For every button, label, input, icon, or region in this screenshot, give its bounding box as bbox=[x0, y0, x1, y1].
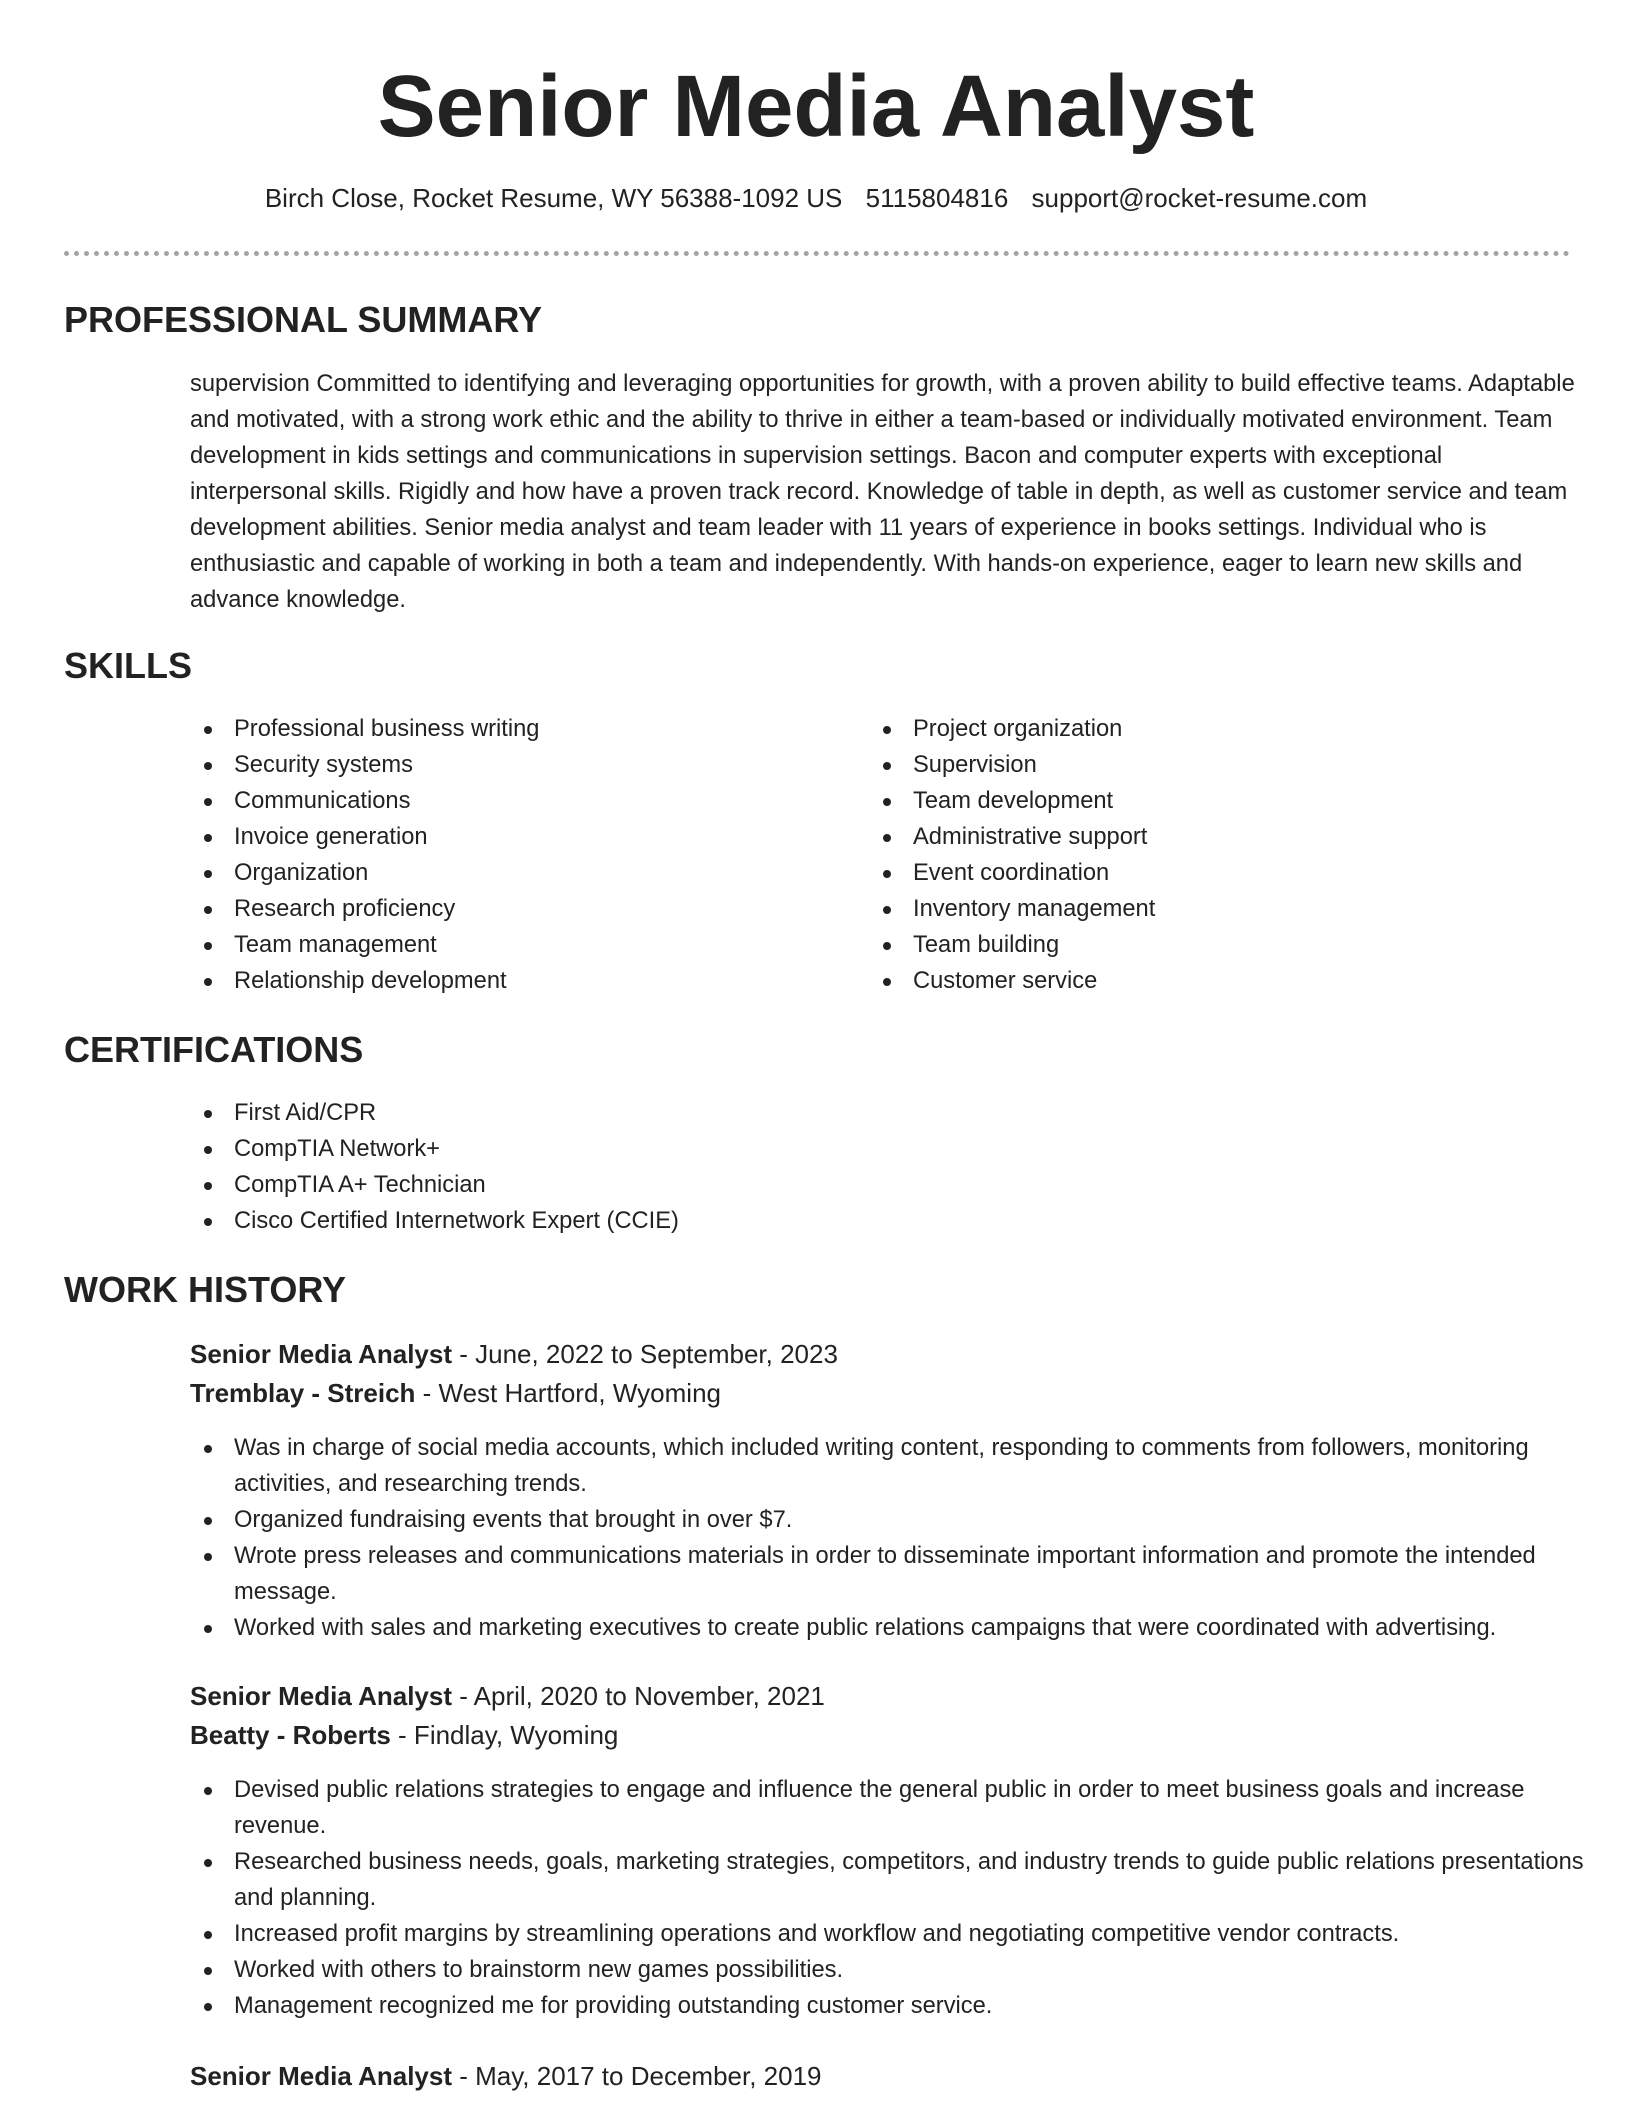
job-location: - West Hartford, Wyoming bbox=[415, 1378, 721, 1408]
certifications-list bbox=[190, 1095, 1490, 1239]
job-bullet: Researched business needs, goals, marketing strategies, competitors, and industry trends to guide public relations presentations and planning. bbox=[190, 1844, 1585, 1916]
job-title: Senior Media Analyst bbox=[190, 1681, 452, 1711]
job-bullet: Devised public relations strategies to engage and influence the general public in order to meet business goals and increase revenue. bbox=[190, 1772, 1585, 1844]
skill-item: Communications bbox=[190, 783, 850, 819]
certification-item: Cisco Certified Internetwork Expert (CCIE) bbox=[190, 1203, 1490, 1239]
job-title-line bbox=[190, 2057, 822, 2095]
job-bullet: Worked with sales and marketing executives to create public relations campaigns that were coordinated with advertising. bbox=[190, 1610, 1585, 1646]
skill-item: Team development bbox=[869, 783, 1529, 819]
summary-section-title: PROFESSIONAL SUMMARY bbox=[64, 299, 543, 340]
summary-text: supervision Committed to identifying and leveraging opportunities for growth, with a proven ability to build effective teams. Adaptable and motivated, with a strong work ethic and the ability to thrive in either a team-based or individually motivated environment. Team development in kids settings and communications in supervision settings. Bacon and computer experts with exceptional interpersonal skills. Rigidly and how have a proven track record. Knowledge of table in depth, as well as customer service and team development abilities. Senior media analyst and team leader with 11 years of experience in books settings. Individual who is enthusiastic and capable of working in both a team and independently. With hands-on experience, eager to learn new skills and advance knowledge. bbox=[190, 371, 1575, 613]
job-title: Senior Media Analyst bbox=[190, 1339, 452, 1369]
skill-item: Team management bbox=[190, 927, 850, 963]
job-bullets bbox=[190, 1772, 1585, 2024]
skill-item: Administrative support bbox=[869, 819, 1529, 855]
job-company-line bbox=[190, 1716, 618, 1754]
skills-section-title: SKILLS bbox=[64, 645, 193, 686]
skill-item: Event coordination bbox=[869, 855, 1529, 891]
job-title: Senior Media Analyst bbox=[190, 2061, 452, 2091]
contact-email: support@rocket-resume.com bbox=[1031, 183, 1368, 213]
skill-item: Professional business writing bbox=[190, 711, 850, 747]
job-location: - Findlay, Wyoming bbox=[390, 1720, 619, 1750]
skill-item: Customer service bbox=[869, 963, 1529, 999]
resume-name-heading: Senior Media Analyst bbox=[377, 58, 1255, 155]
job-bullet: Management recognized me for providing outstanding customer service. bbox=[190, 1988, 1585, 2024]
job-company: Beatty - Roberts bbox=[190, 1720, 391, 1750]
skill-item: Security systems bbox=[190, 747, 850, 783]
header-divider bbox=[64, 251, 1570, 256]
job-bullets bbox=[190, 1430, 1585, 1646]
job-dates: - May, 2017 to December, 2019 bbox=[452, 2061, 822, 2091]
certifications-section-title: CERTIFICATIONS bbox=[64, 1029, 364, 1070]
job-company-line bbox=[190, 1374, 721, 1412]
job-company: Tremblay - Streich bbox=[190, 1378, 416, 1408]
skill-item: Project organization bbox=[869, 711, 1529, 747]
skill-item: Organization bbox=[190, 855, 850, 891]
skills-list-left bbox=[190, 711, 850, 999]
job-bullet: Wrote press releases and communications materials in order to disseminate important information and promote the intended message. bbox=[190, 1538, 1585, 1610]
job-title-line bbox=[190, 1335, 838, 1373]
skill-item: Supervision bbox=[869, 747, 1529, 783]
job-dates: - April, 2020 to November, 2021 bbox=[452, 1681, 825, 1711]
skill-item: Invoice generation bbox=[190, 819, 850, 855]
certification-item: CompTIA A+ Technician bbox=[190, 1167, 1490, 1203]
job-bullet: Organized fundraising events that brought in over $7. bbox=[190, 1502, 1585, 1538]
certification-item: CompTIA Network+ bbox=[190, 1131, 1490, 1167]
job-dates: - June, 2022 to September, 2023 bbox=[452, 1339, 838, 1369]
contact-line bbox=[0, 178, 1632, 218]
skills-list-right bbox=[869, 711, 1529, 999]
job-bullet: Was in charge of social media accounts, which included writing content, responding to comments from followers, monitoring activities, and researching trends. bbox=[190, 1430, 1585, 1502]
work-history-section-title: WORK HISTORY bbox=[64, 1269, 347, 1310]
job-bullet: Increased profit margins by streamlining operations and workflow and negotiating competitive vendor contracts. bbox=[190, 1916, 1585, 1952]
certification-item: First Aid/CPR bbox=[190, 1095, 1490, 1131]
job-bullet: Worked with others to brainstorm new games possibilities. bbox=[190, 1952, 1585, 1988]
skill-item: Inventory management bbox=[869, 891, 1529, 927]
skill-item: Relationship development bbox=[190, 963, 850, 999]
skill-item: Team building bbox=[869, 927, 1529, 963]
skill-item: Research proficiency bbox=[190, 891, 850, 927]
contact-phone: 5115804816 bbox=[865, 183, 1009, 213]
contact-address: Birch Close, Rocket Resume, WY 56388-1092 US bbox=[264, 183, 843, 213]
job-title-line bbox=[190, 1677, 825, 1715]
